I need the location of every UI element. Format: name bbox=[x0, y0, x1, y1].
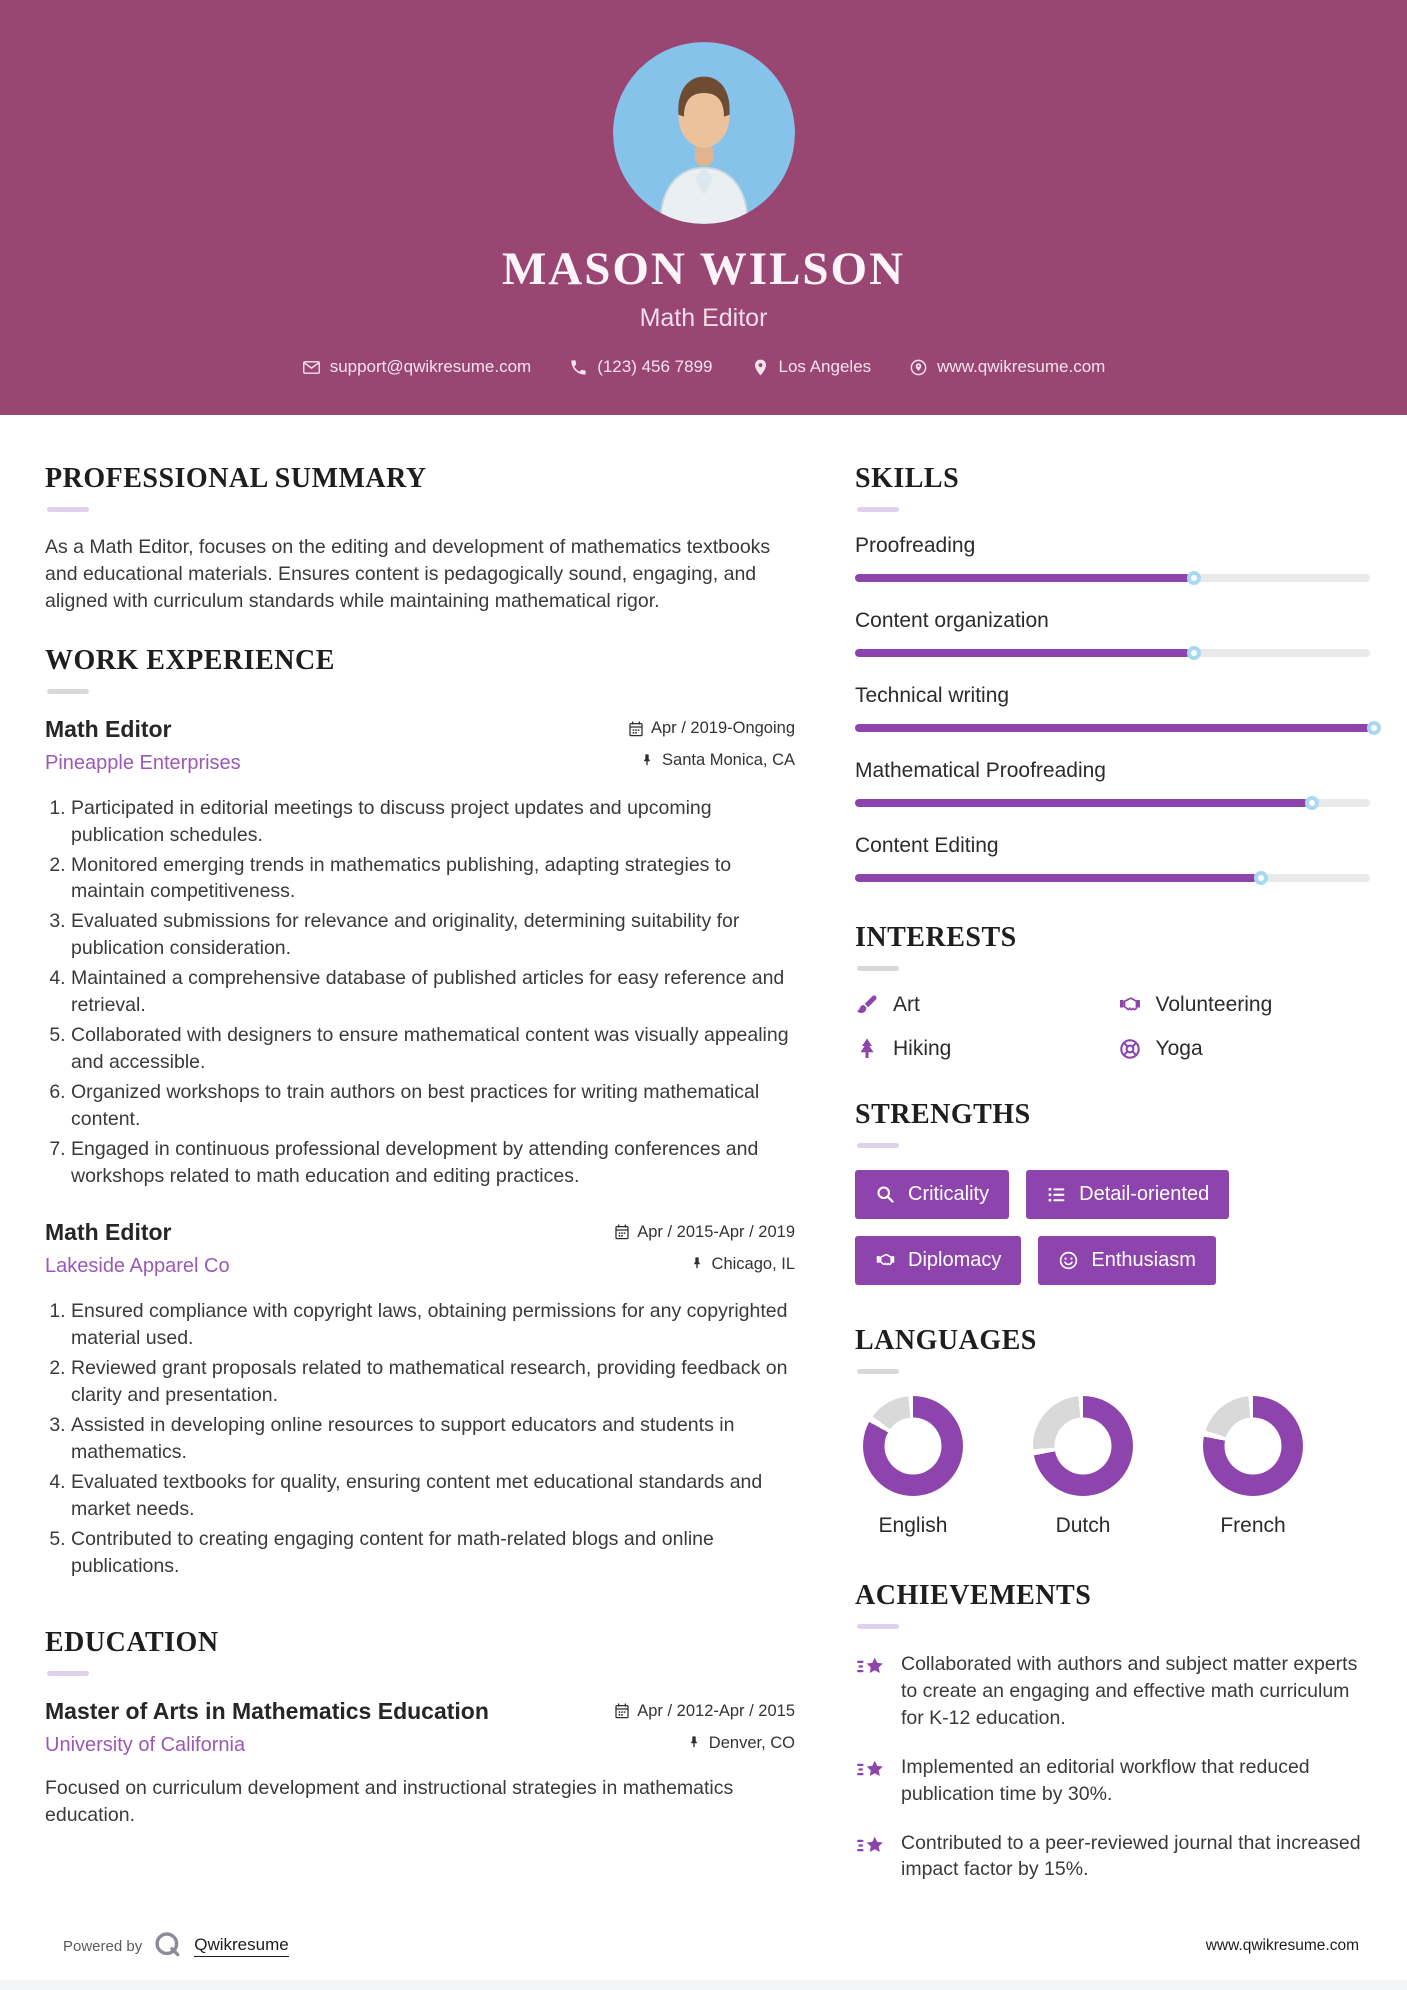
skill-label: Content organization bbox=[855, 609, 1049, 632]
job-date-text: Apr / 2015-Apr / 2019 bbox=[637, 1222, 795, 1241]
section-strengths bbox=[855, 1099, 1370, 1285]
strength-label: Criticality bbox=[908, 1183, 990, 1205]
list-icon bbox=[1046, 1184, 1067, 1205]
calendar-icon bbox=[614, 1703, 630, 1719]
work-heading: WORK EXPERIENCE bbox=[45, 644, 335, 676]
contact-email-text: support@qwikresume.com bbox=[329, 357, 532, 376]
education-date bbox=[614, 1702, 795, 1721]
language-donut-chart bbox=[863, 1396, 963, 1496]
qwikresume-brand-link[interactable]: Qwikresume bbox=[194, 1935, 288, 1957]
handshake-icon bbox=[1118, 993, 1142, 1017]
location-icon bbox=[751, 358, 770, 377]
job-bullet: 3. Assisted in developing online resources to support educators and students in mathematics. bbox=[71, 1412, 795, 1466]
powered-by-label: Powered by bbox=[63, 1937, 143, 1955]
strength-badge-diplomacy[interactable] bbox=[855, 1236, 1021, 1285]
achievement-text: Contributed to a peer-reviewed journal that increased impact factor by 15%. bbox=[901, 1831, 1361, 1881]
heading-underline bbox=[857, 1624, 899, 1629]
skill-label: Content Editing bbox=[855, 834, 999, 857]
summary-heading: PROFESSIONAL SUMMARY bbox=[45, 463, 427, 494]
interest-label: Yoga bbox=[1155, 1037, 1203, 1060]
skill-slider-fill bbox=[855, 799, 1308, 807]
right-column bbox=[855, 463, 1370, 1930]
job-bullet: 4. Maintained a comprehensive database of published articles for easy reference and retrieval. bbox=[71, 965, 795, 1019]
globe-icon bbox=[909, 358, 928, 377]
pushpin-icon bbox=[689, 1256, 705, 1272]
slider-handle[interactable] bbox=[1187, 646, 1201, 660]
language-item bbox=[1203, 1396, 1303, 1538]
heading-underline bbox=[857, 1143, 899, 1148]
powered-by bbox=[63, 1930, 289, 1962]
donut-hole bbox=[1225, 1418, 1282, 1475]
achievement-text: Collaborated with authors and subject matter experts to create an engaging and effective math curriculum for K-12 education. bbox=[901, 1653, 1358, 1729]
education-date-text: Apr / 2012-Apr / 2015 bbox=[637, 1701, 795, 1720]
person-name: MASON WILSON bbox=[501, 243, 906, 295]
magnifier-icon bbox=[875, 1184, 896, 1205]
language-donut-chart bbox=[1033, 1396, 1133, 1496]
skills-heading: SKILLS bbox=[855, 463, 960, 494]
skill-slider bbox=[855, 874, 1370, 882]
job-company: Lakeside Apparel Co bbox=[45, 1255, 230, 1278]
skill-slider-fill bbox=[855, 649, 1190, 657]
achievement-text: Implemented an editorial workflow that reduced publication time by 30%. bbox=[901, 1755, 1310, 1805]
shooting-star-icon bbox=[855, 1653, 886, 1684]
skill-row bbox=[855, 759, 1370, 807]
calendar-icon bbox=[614, 1224, 630, 1240]
footer-website[interactable]: www.qwikresume.com bbox=[1205, 1937, 1359, 1954]
qwikresume-logo-icon bbox=[152, 1930, 184, 1962]
job-entry bbox=[45, 716, 795, 1190]
job-date bbox=[614, 1223, 795, 1242]
person-title: Math Editor bbox=[639, 304, 768, 332]
skill-label: Proofreading bbox=[855, 534, 976, 557]
interest-item bbox=[1118, 993, 1371, 1017]
job-bullet-list bbox=[45, 1298, 795, 1579]
tree-icon bbox=[855, 1037, 879, 1061]
heading-underline bbox=[857, 1369, 899, 1374]
language-donut-chart bbox=[1203, 1396, 1303, 1496]
job-location-text: Santa Monica, CA bbox=[662, 751, 795, 770]
slider-handle[interactable] bbox=[1187, 571, 1201, 585]
skill-slider-fill bbox=[855, 724, 1370, 732]
interest-label: Art bbox=[893, 993, 920, 1016]
left-column bbox=[45, 463, 795, 1930]
education-location bbox=[686, 1734, 795, 1753]
interest-item bbox=[1118, 1037, 1371, 1061]
job-bullet: 4. Evaluated textbooks for quality, ensuring content met educational standards and market needs. bbox=[71, 1469, 795, 1523]
skill-slider bbox=[855, 574, 1370, 582]
skill-slider bbox=[855, 724, 1370, 732]
donut-hole bbox=[1055, 1418, 1112, 1475]
languages-heading: LANGUAGES bbox=[855, 1325, 1037, 1356]
section-work-experience bbox=[45, 645, 795, 1580]
slider-handle[interactable] bbox=[1305, 796, 1319, 810]
skill-row bbox=[855, 834, 1370, 882]
pushpin-icon bbox=[639, 753, 655, 769]
job-bullet: 5. Contributed to creating engaging content for math-related blogs and online publications. bbox=[71, 1526, 795, 1580]
strength-label: Detail-oriented bbox=[1079, 1183, 1210, 1205]
heading-underline bbox=[857, 966, 899, 971]
profile-photo-illustration bbox=[613, 42, 795, 224]
skill-slider-fill bbox=[855, 574, 1190, 582]
strength-label: Enthusiasm bbox=[1091, 1249, 1196, 1271]
strength-badge-enthusiasm[interactable] bbox=[1038, 1236, 1216, 1285]
achievement-item bbox=[855, 1754, 1370, 1808]
phone-icon bbox=[569, 358, 588, 377]
slider-handle[interactable] bbox=[1367, 721, 1381, 735]
degree-title: Master of Arts in Mathematics Education bbox=[45, 1698, 489, 1725]
pushpin-icon bbox=[686, 1735, 702, 1751]
resume-body bbox=[0, 415, 1407, 1930]
language-label: Dutch bbox=[1055, 1514, 1111, 1537]
job-bullet: 6. Organized workshops to train authors on best practices for writing mathematical content. bbox=[71, 1079, 795, 1133]
achievement-item bbox=[855, 1830, 1370, 1884]
education-description: Focused on curriculum development and instructional strategies in mathematics education. bbox=[45, 1777, 734, 1827]
heading-underline bbox=[47, 689, 89, 694]
section-interests bbox=[855, 922, 1370, 1061]
skill-slider bbox=[855, 799, 1370, 807]
section-languages bbox=[855, 1325, 1370, 1538]
achievement-item bbox=[855, 1651, 1370, 1732]
job-bullet: 1. Participated in editorial meetings to discuss project updates and upcoming publication schedules. bbox=[71, 795, 795, 849]
email-icon bbox=[302, 358, 321, 377]
job-bullet: 1. Ensured compliance with copyright laws, obtaining permissions for any copyrighted material used. bbox=[71, 1298, 795, 1352]
job-bullet-list bbox=[45, 795, 795, 1190]
interests-heading: INTERESTS bbox=[855, 922, 1017, 953]
section-skills bbox=[855, 463, 1370, 882]
job-bullet: 3. Evaluated submissions for relevance and originality, determining suitability for publication consideration. bbox=[71, 908, 795, 962]
smiley-icon bbox=[1058, 1250, 1079, 1271]
job-location-text: Chicago, IL bbox=[711, 1254, 795, 1273]
shooting-star-icon bbox=[855, 1756, 886, 1787]
skill-row bbox=[855, 534, 1370, 582]
summary-text: As a Math Editor, focuses on the editing and development of mathematics textbooks and educational materials. Ensures content is pedagogically sound, engaging, and aligned with curriculum standards while maintaining mathematical rigor. bbox=[45, 536, 771, 612]
job-location bbox=[689, 1255, 795, 1274]
interest-item bbox=[855, 993, 1108, 1017]
job-bullet: 7. Engaged in continuous professional development by attending conferences and workshops related to math education and editing practices. bbox=[71, 1136, 795, 1190]
education-location-text: Denver, CO bbox=[708, 1733, 795, 1752]
contact-phone-text: (123) 456 7899 bbox=[597, 357, 713, 376]
skill-slider bbox=[855, 649, 1370, 657]
skill-row bbox=[855, 684, 1370, 732]
footer bbox=[0, 1930, 1407, 1962]
education-heading: EDUCATION bbox=[45, 1627, 219, 1659]
skill-row bbox=[855, 609, 1370, 657]
heading-underline bbox=[857, 507, 899, 512]
heading-underline bbox=[47, 1671, 89, 1676]
section-education bbox=[45, 1627, 795, 1829]
donut-hole bbox=[885, 1418, 942, 1475]
calendar-icon bbox=[628, 721, 644, 737]
contact-row bbox=[0, 357, 1407, 377]
language-item bbox=[863, 1396, 963, 1538]
contact-website-text: www.qwikresume.com bbox=[937, 357, 1106, 376]
job-date bbox=[628, 719, 795, 738]
avatar bbox=[613, 42, 795, 224]
job-title: Math Editor bbox=[45, 715, 172, 742]
page-bottom-strip bbox=[0, 1980, 1407, 1990]
job-bullet: 2. Monitored emerging trends in mathematics publishing, adapting strategies to maintain competitiveness. bbox=[71, 852, 795, 906]
skill-slider-fill bbox=[855, 874, 1257, 882]
header-banner bbox=[0, 0, 1407, 415]
lifebuoy-icon bbox=[1118, 1037, 1142, 1061]
section-achievements bbox=[855, 1580, 1370, 1883]
strength-label: Diplomacy bbox=[908, 1249, 1002, 1271]
heading-underline bbox=[47, 507, 89, 512]
job-location bbox=[639, 751, 795, 770]
handshake-icon bbox=[875, 1250, 896, 1271]
job-company: Pineapple Enterprises bbox=[45, 751, 241, 774]
language-label: English bbox=[878, 1514, 948, 1537]
language-label: French bbox=[1220, 1514, 1286, 1537]
skill-label: Mathematical Proofreading bbox=[855, 759, 1106, 782]
shooting-star-icon bbox=[855, 1832, 886, 1863]
skill-label: Technical writing bbox=[855, 684, 1010, 707]
contact-phone[interactable] bbox=[569, 357, 712, 377]
contact-location-text: Los Angeles bbox=[778, 357, 872, 376]
strength-badge-detail-oriented[interactable] bbox=[1026, 1170, 1229, 1219]
job-title: Math Editor bbox=[45, 1219, 172, 1246]
job-entry bbox=[45, 1219, 795, 1579]
paintbrush-icon bbox=[855, 993, 879, 1017]
interest-item bbox=[855, 1037, 1108, 1061]
job-bullet: 5. Collaborated with designers to ensure mathematical content was visually appealing and accessible. bbox=[71, 1022, 795, 1076]
section-professional-summary bbox=[45, 463, 795, 615]
interest-label: Hiking bbox=[893, 1037, 952, 1060]
strength-badge-criticality[interactable] bbox=[855, 1170, 1009, 1219]
contact-website[interactable] bbox=[909, 357, 1105, 377]
contact-email[interactable] bbox=[302, 357, 532, 377]
interest-label: Volunteering bbox=[1155, 993, 1273, 1016]
contact-location[interactable] bbox=[751, 357, 872, 377]
strengths-heading: STRENGTHS bbox=[855, 1099, 1031, 1130]
slider-handle[interactable] bbox=[1254, 871, 1268, 885]
language-item bbox=[1033, 1396, 1133, 1538]
achievements-heading: ACHIEVEMENTS bbox=[855, 1580, 1092, 1611]
school-name: University of California bbox=[45, 1734, 246, 1757]
job-date-text: Apr / 2019-Ongoing bbox=[650, 719, 795, 738]
job-bullet: 2. Reviewed grant proposals related to mathematical research, providing feedback on clarity and presentation. bbox=[71, 1355, 795, 1409]
